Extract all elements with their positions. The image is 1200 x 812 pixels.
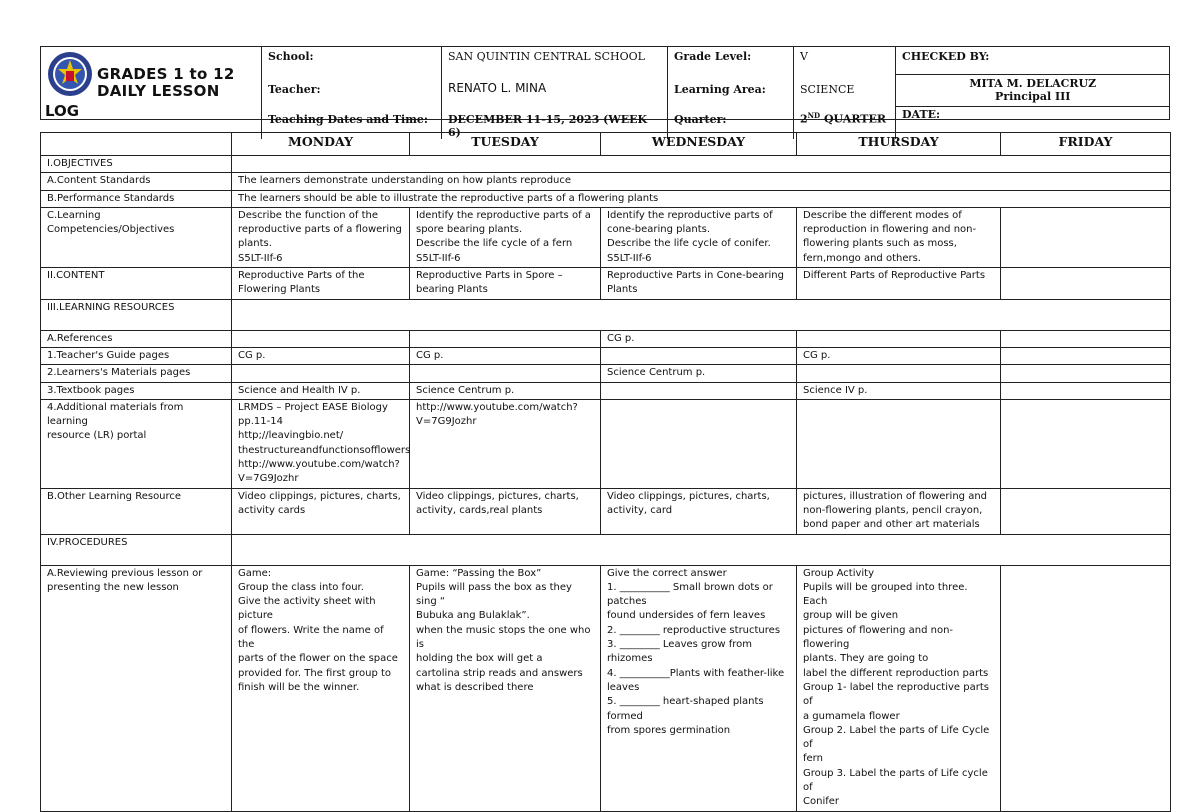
cell-line: found undersides of fern leaves: [607, 610, 766, 622]
day-header-row: [41, 133, 1171, 156]
header-info-grid: [261, 47, 1170, 139]
cell-line: 1. __________ Small brown dots or: [607, 581, 773, 593]
cell-line: LRMDS – Project EASE Biology: [238, 401, 388, 413]
quarter-label: Quarter:: [668, 107, 794, 139]
cell-line: Reproductive Parts in Cone-bearing: [607, 270, 784, 282]
quarter-word: QUARTER: [820, 112, 886, 126]
cell-line: pp.11-14: [238, 416, 283, 428]
content-friday: [1001, 268, 1171, 300]
objectives-row: [41, 156, 1171, 173]
cell-line: Give the activity sheet with picture: [238, 596, 376, 622]
objectives-blank: [232, 156, 1171, 173]
performance-standards-text: The learners should be able to illustrate the reproductive parts of a flowering plants: [232, 190, 1171, 207]
cell-line: Identify the reproductive parts of: [607, 209, 773, 221]
dates-value: DECEMBER 11-15, 2023 (WEEK 6): [442, 107, 668, 139]
cell-line: Describe the life cycle of conifer.: [607, 238, 771, 250]
cell-line: Game: “Passing the Box”: [416, 567, 542, 579]
other-resources-tuesday: [410, 488, 601, 534]
content-standards-label: A.Content Standards: [41, 173, 232, 190]
reviewing-friday: [1001, 565, 1171, 811]
deped-seal-icon: [47, 51, 93, 97]
cell-line: http;//leavingbio.net/: [238, 430, 344, 442]
cell-line: fern,mongo and others.: [803, 252, 921, 264]
other-resources-friday: [1001, 488, 1171, 534]
learners-materials-label: 2.Learners's Materials pages: [41, 365, 232, 382]
cell-line: Group 2. Label the parts of Life Cycle of: [803, 724, 990, 751]
content-thursday: [797, 268, 1001, 300]
cell-line: plants. They are going to: [803, 653, 929, 665]
grade-value: V: [794, 47, 896, 75]
cell-line: 3. ________ Leaves grow from: [607, 639, 753, 651]
teacher-label: Teacher:: [262, 75, 442, 107]
content-standards-text: The learners demonstrate understanding on how plants reproduce: [232, 173, 1171, 190]
additional-materials-tuesday: [410, 399, 601, 488]
cell-line: thestructureandfunctionsofflowers: [238, 444, 411, 456]
learners-materials-thursday: [797, 365, 1001, 382]
cell-line: Describe the function of the: [238, 209, 378, 221]
cell-line: holding the box will get a: [416, 653, 543, 665]
reviewing-monday: [232, 565, 410, 811]
cell-line: pictures of flowering and non-flowering: [803, 624, 954, 651]
references-wednesday: CG p.: [601, 330, 797, 347]
textbook-label: 3.Textbook pages: [41, 382, 232, 399]
resources-row: [41, 299, 1171, 330]
cell-line: group will be given: [803, 610, 899, 622]
cell-line: Describe the life cycle of a fern: [416, 238, 573, 250]
references-thursday: [797, 330, 1001, 347]
cell-line: activity cards: [238, 504, 306, 516]
cell-line: Game:: [238, 567, 272, 579]
references-monday: [232, 330, 410, 347]
cell-line: http://www.youtube.com/watch?: [416, 401, 578, 413]
learners-materials-wednesday: Science Centrum p.: [601, 365, 797, 382]
cell-line: Flowering Plants: [238, 284, 321, 296]
cell-line: what is described there: [416, 681, 534, 693]
additional-materials-monday: [232, 399, 410, 488]
cell-line: plants.: [238, 238, 272, 250]
competencies-wednesday: [601, 207, 797, 267]
competencies-thursday: [797, 207, 1001, 267]
cell-line: parts of the flower on the space: [238, 653, 398, 665]
content-wednesday: [601, 268, 797, 300]
references-friday: [1001, 330, 1171, 347]
cell-line: Plants: [607, 284, 638, 296]
cell-line: S5LT-IIf-6: [238, 252, 283, 264]
performance-standards-label: B.Performance Standards: [41, 190, 232, 207]
cell-line: 4. __________Plants with feather-like: [607, 667, 785, 679]
cell-line: Group Activity: [803, 567, 875, 579]
additional-materials-label: [41, 399, 232, 488]
content-row: [41, 268, 1171, 300]
cell-line: S5LT-IIf-6: [416, 252, 461, 264]
reviewing-thursday: [797, 565, 1001, 811]
cell-line: presenting the new lesson: [47, 581, 179, 593]
additional-materials-wednesday: [601, 399, 797, 488]
content-heading: II.CONTENT: [41, 268, 232, 300]
competencies-monday: [232, 207, 410, 267]
procedures-heading: IV.PROCEDURES: [41, 534, 232, 565]
references-label: A.References: [41, 330, 232, 347]
cell-line: V=7G9Jozhr: [238, 473, 299, 485]
reviewing-wednesday: [601, 565, 797, 811]
title-line-2: DAILY LESSON: [97, 82, 220, 100]
cell-line: when the music stops the one who is: [416, 624, 591, 651]
cell-line: provided for. The first group to: [238, 667, 392, 679]
checker-title: Principal III: [995, 90, 1071, 103]
dates-label: Teaching Dates and Time:: [262, 107, 442, 139]
other-resources-row: [41, 488, 1171, 534]
checker-block: [896, 75, 1170, 107]
teachers-guide-row: [41, 347, 1171, 364]
cell-line: fern: [803, 753, 823, 765]
teachers-guide-wednesday: [601, 347, 797, 364]
learning-area-label: Learning Area:: [668, 75, 794, 107]
resources-heading: III.LEARNING RESOURCES: [41, 299, 232, 330]
corner-cell: [41, 133, 232, 156]
title-line-3: LOG: [45, 102, 80, 120]
cell-line: Pupils will be grouped into three. Each: [803, 581, 968, 608]
references-tuesday: [410, 330, 601, 347]
day-tuesday: TUESDAY: [410, 133, 601, 156]
reviewing-label: [41, 565, 232, 811]
competencies-label: C.Learning Competencies/Objectives: [41, 207, 232, 267]
learners-materials-tuesday: [410, 365, 601, 382]
learners-materials-friday: [1001, 365, 1171, 382]
school-label: School:: [262, 47, 442, 75]
cell-line: S5LT-IIf-6: [607, 252, 652, 264]
competencies-tuesday: [410, 207, 601, 267]
reviewing-row: [41, 565, 1171, 811]
cell-line: pictures, illustration of flowering and: [803, 490, 988, 502]
cell-line: flowering plants such as moss,: [803, 238, 957, 250]
cell-line: a gumamela flower: [803, 710, 900, 722]
checked-by-label: CHECKED BY:: [896, 47, 1170, 75]
references-row: [41, 330, 1171, 347]
day-wednesday: WEDNESDAY: [601, 133, 797, 156]
learners-materials-monday: [232, 365, 410, 382]
teacher-value: RENATO L. MINA: [442, 75, 668, 107]
objectives-heading: I.OBJECTIVES: [41, 156, 232, 173]
cell-line: Group 1- label the reproductive parts of: [803, 681, 989, 708]
cell-line: from spores germination: [607, 724, 731, 736]
checker-name: MITA M. DELACRUZ: [969, 77, 1097, 90]
additional-materials-thursday: [797, 399, 1001, 488]
cell-line: reproduction in flowering and non-: [803, 224, 977, 236]
procedures-blank: [232, 534, 1171, 565]
cell-line: http://www.youtube.com/watch?: [238, 459, 400, 471]
cell-line: V=7G9Jozhr: [416, 416, 477, 428]
other-resources-monday: [232, 488, 410, 534]
cell-line: 5. ________ heart-shaped plants: [607, 696, 764, 708]
cell-line: of flowers. Write the name of the: [238, 624, 384, 651]
cell-line: Reproductive Parts in Spore –: [416, 270, 563, 282]
cell-line: Describe the different modes of: [803, 209, 962, 221]
cell-line: Video clippings, pictures, charts,: [416, 490, 579, 502]
learners-materials-row: [41, 365, 1171, 382]
day-friday: FRIDAY: [1001, 133, 1171, 156]
cell-line: resource (LR) portal: [47, 430, 147, 442]
cell-line: spore bearing plants.: [416, 224, 523, 236]
other-resources-label: B.Other Learning Resource: [41, 488, 232, 534]
cell-line: non-flowering plants, pencil crayon,: [803, 504, 983, 516]
cell-line: Give the correct answer: [607, 567, 727, 579]
quarter-number: 2: [800, 112, 808, 126]
teachers-guide-monday: CG p.: [232, 347, 410, 364]
teachers-guide-thursday: CG p.: [797, 347, 1001, 364]
textbook-row: [41, 382, 1171, 399]
cell-line: Pupils will pass the box as they sing “: [416, 581, 572, 608]
cell-line: reproductive parts of a flowering: [238, 224, 402, 236]
cell-line: Conifer: [803, 796, 840, 808]
cell-line: A.Reviewing previous lesson or: [47, 567, 203, 579]
teachers-guide-label: 1.Teacher's Guide pages: [41, 347, 232, 364]
performance-standards-row: [41, 190, 1171, 207]
additional-materials-row: [41, 399, 1171, 488]
cell-line: Reproductive Parts of the: [238, 270, 365, 282]
content-tuesday: [410, 268, 601, 300]
cell-line: 4.Additional materials from learning: [47, 401, 184, 428]
lesson-log-header: [40, 46, 1170, 139]
content-standards-row: [41, 173, 1171, 190]
cell-line: Group the class into four.: [238, 581, 364, 593]
content-monday: [232, 268, 410, 300]
additional-materials-friday: [1001, 399, 1171, 488]
teachers-guide-friday: [1001, 347, 1171, 364]
teachers-guide-tuesday: CG p.: [410, 347, 601, 364]
cell-line: Bubuka ang Bulaklak”.: [416, 610, 530, 622]
cell-line: Video clippings, pictures, charts,: [607, 490, 770, 502]
resources-blank: [232, 299, 1171, 330]
day-thursday: THURSDAY: [797, 133, 1001, 156]
textbook-wednesday: [601, 382, 797, 399]
textbook-tuesday: Science Centrum p.: [410, 382, 601, 399]
day-monday: MONDAY: [232, 133, 410, 156]
textbook-monday: Science and Health IV p.: [232, 382, 410, 399]
reviewing-tuesday: [410, 565, 601, 811]
cell-line: rhizomes: [607, 653, 653, 665]
grade-label: Grade Level:: [668, 47, 794, 75]
cell-line: Video clippings, pictures, charts,: [238, 490, 401, 502]
school-value: SAN QUINTIN CENTRAL SCHOOL: [442, 47, 668, 75]
cell-line: leaves: [607, 681, 640, 693]
competencies-friday: [1001, 207, 1171, 267]
cell-line: bond paper and other art materials: [803, 519, 980, 531]
cell-line: cone-bearing plants.: [607, 224, 710, 236]
learning-area-value: SCIENCE: [794, 75, 896, 107]
textbook-friday: [1001, 382, 1171, 399]
cell-line: formed: [607, 710, 643, 722]
cell-line: finish will be the winner.: [238, 681, 360, 693]
cell-line: label the different reproduction parts: [803, 667, 989, 679]
cell-line: activity, cards,real plants: [416, 504, 543, 516]
cell-line: bearing Plants: [416, 284, 488, 296]
title-line-1: GRADES 1 to 12: [97, 65, 235, 83]
other-resources-thursday: [797, 488, 1001, 534]
quarter-suffix: ND: [807, 110, 821, 120]
lesson-plan-table: [40, 132, 1171, 812]
competencies-row: [41, 207, 1171, 267]
cell-line: Different Parts of Reproductive Parts: [803, 270, 986, 282]
cell-line: patches: [607, 596, 647, 608]
cell-line: Identify the reproductive parts of a: [416, 209, 591, 221]
other-resources-wednesday: [601, 488, 797, 534]
procedures-row: [41, 534, 1171, 565]
textbook-thursday: Science IV p.: [797, 382, 1001, 399]
cell-line: activity, card: [607, 504, 673, 516]
cell-line: cartolina strip reads and answers: [416, 667, 583, 679]
date-label: DATE:: [896, 107, 1170, 139]
cell-line: 2. ________ reproductive structures: [607, 624, 781, 636]
cell-line: Group 3. Label the parts of Life cycle of: [803, 767, 988, 793]
